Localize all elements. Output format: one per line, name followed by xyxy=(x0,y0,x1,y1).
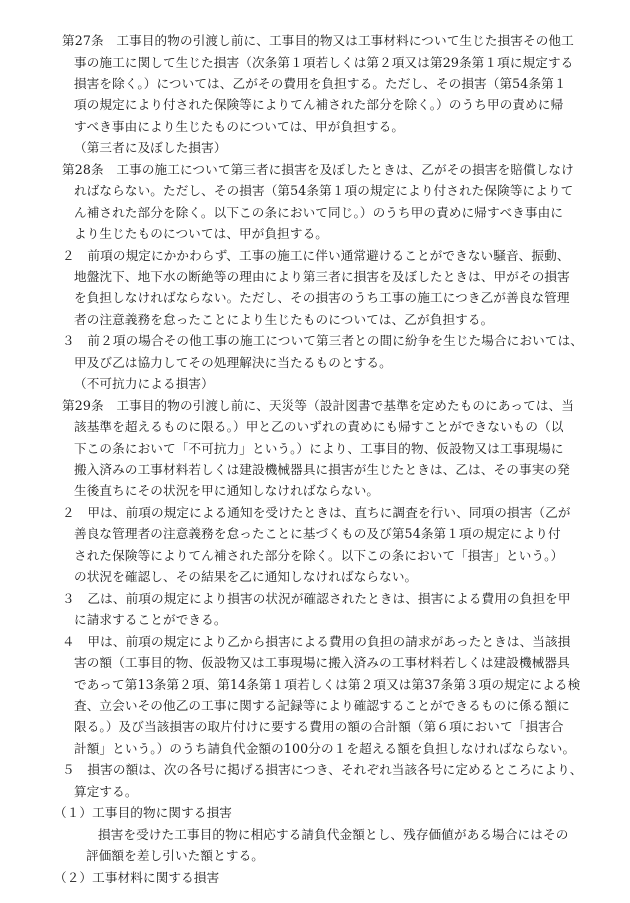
article-27-line-2: 事の施工に関して生じた損害（次条第１項若しくは第２項又は第29条第１項に規定する xyxy=(74,54,574,70)
article-29-para-5-line-1: ５ 損害の額は、次の各号に掲げる損害につき、それぞれ当該各号に定めるところにより、 xyxy=(62,762,583,778)
article-29-para-3-line-1: ３ 乙は、前項の規定により損害の状況が確認されたときは、損害による費用の負担を甲 xyxy=(62,590,571,606)
article-28-para-2-line-3: を負担しなければならない。ただし、その損害のうち工事の施工につき乙が善良な管理 xyxy=(74,290,570,306)
article-29-para-3-line-2: に請求することができる。 xyxy=(74,612,227,628)
article-29-para-4-line-1: ４ 甲は、前項の規定により乙から損害による費用の負担の請求があったときは、当該損 xyxy=(62,633,571,649)
article-28-line-3: ん補された部分を除く。以下この条において同じ。）のうち甲の責めに帰すべき事由に xyxy=(74,204,564,220)
article-28-heading: （第三者に及ぼした損害） xyxy=(74,140,227,156)
article-29-para-4-line-3: であって第13条第２項、第14条第１項若しくは第２項又は第37条第３項の規定による検 xyxy=(74,676,581,692)
article-29-line-3: 下この条において「不可抗力」という。）により、工事目的物、仮設物又は工事現場に xyxy=(74,440,564,456)
article-29-line-2: 該基準を超えるものに限る。）甲と乙のいずれの責めにも帰すことができないもの（以 xyxy=(74,419,564,435)
item-1-line-2: 評価額を差し引いた額とする。 xyxy=(86,848,264,864)
article-28-para-2-line-2: 地盤沈下、地下水の断絶等の理由により第三者に損害を及ぼしたときは、甲がその損害 xyxy=(74,268,570,284)
article-29-line-1: 第29条 工事目的物の引渡し前に、天災等（設計図書で基準を定めたものにあっては、当 xyxy=(62,397,574,413)
article-28-line-4: より生じたものについては、甲が負担する。 xyxy=(74,226,329,241)
article-29-para-2-line-1: ２ 甲は、前項の規定による通知を受けたときは、直ちに調査を行い、同項の損害（乙が xyxy=(62,504,571,520)
item-2-heading: （２）工事材料に関する損害 xyxy=(54,869,220,885)
article-29-para-5-line-2: 算定する。 xyxy=(74,783,138,799)
article-27-line-1: 第27条 工事目的物の引渡し前に、工事目的物又は工事材料について生じた損害その他工 xyxy=(62,33,574,48)
item-1-line-1: 損害を受けた工事目的物に相応する請負代金額とし、残存価値がある場合にはその xyxy=(98,826,569,842)
article-29-para-4-line-2: 害の額（工事目的物、仮設物又は工事現場に搬入済みの工事材料若しくは建設機械器具 xyxy=(74,655,570,670)
article-27-line-5: すべき事由により生じたものについては、甲が負担する。 xyxy=(74,118,405,134)
article-29-para-4-line-4: 査、立会いその他乙の工事に関する記録等により確認することができるものに係る額に xyxy=(74,697,570,713)
article-28-para-3-line-2: 甲及び乙は協力してその処理解決に当たるものとする。 xyxy=(74,354,392,370)
article-28-para-2-line-4: 者の注意義務を怠ったことにより生じたものについては、乙が負担する。 xyxy=(74,311,494,327)
item-1-heading: （１）工事目的物に関する損害 xyxy=(54,805,232,821)
article-29-para-2-line-4: の状況を確認し、その結果を乙に通知しなければならない。 xyxy=(74,569,418,585)
article-28-line-1: 第28条 工事の施工について第三者に損害を及ぼしたときは、乙がその損害を賠償しなけ xyxy=(62,161,574,177)
article-29-para-2-line-3: された保険等によりてん補された部分を除く。以下この条において「損害」という。） xyxy=(74,547,564,563)
article-29-heading: （不可抗力による損害） xyxy=(74,376,214,392)
article-29-line-4: 搬入済みの工事材料若しくは建設機械器具に損害が生じたときは、乙は、その事実の発 xyxy=(74,462,570,477)
article-29-line-5: 生後直ちにその状況を甲に通知しなければならない。 xyxy=(74,483,380,499)
article-27-line-3: 損害を除く。）については、乙がその費用を負担する。ただし、その損害（第54条第１ xyxy=(74,75,567,91)
article-28-para-3-line-1: ３ 前２項の場合その他工事の施工について第三者との間に紛争を生じた場合においては、 xyxy=(62,333,584,349)
article-28-para-2-line-1: ２ 前項の規定にかかわらず、工事の施工に伴い通常避けることができない騒音、振動、 xyxy=(62,247,570,263)
article-29-para-4-line-5: 限る。）及び当該損害の取片付けに要する費用の額の合計額（第６項において「損害合 xyxy=(74,719,564,735)
article-29-para-4-line-6: 計額」という。）のうち請負代金額の100分の１を超える額を負担しなければならない。 xyxy=(74,740,576,756)
article-27-line-4: 項の規定により付された保険等によりてん補された部分を除く。）のうち甲の責めに帰 xyxy=(74,97,564,113)
article-28-line-2: ればならない。ただし、その損害（第54条第１項の規定により付された保険等によりて xyxy=(74,183,574,199)
article-29-para-2-line-2: 善良な管理者の注意義務を怠ったことに基づくもの及び第54条第１項の規定により付 xyxy=(74,526,561,542)
